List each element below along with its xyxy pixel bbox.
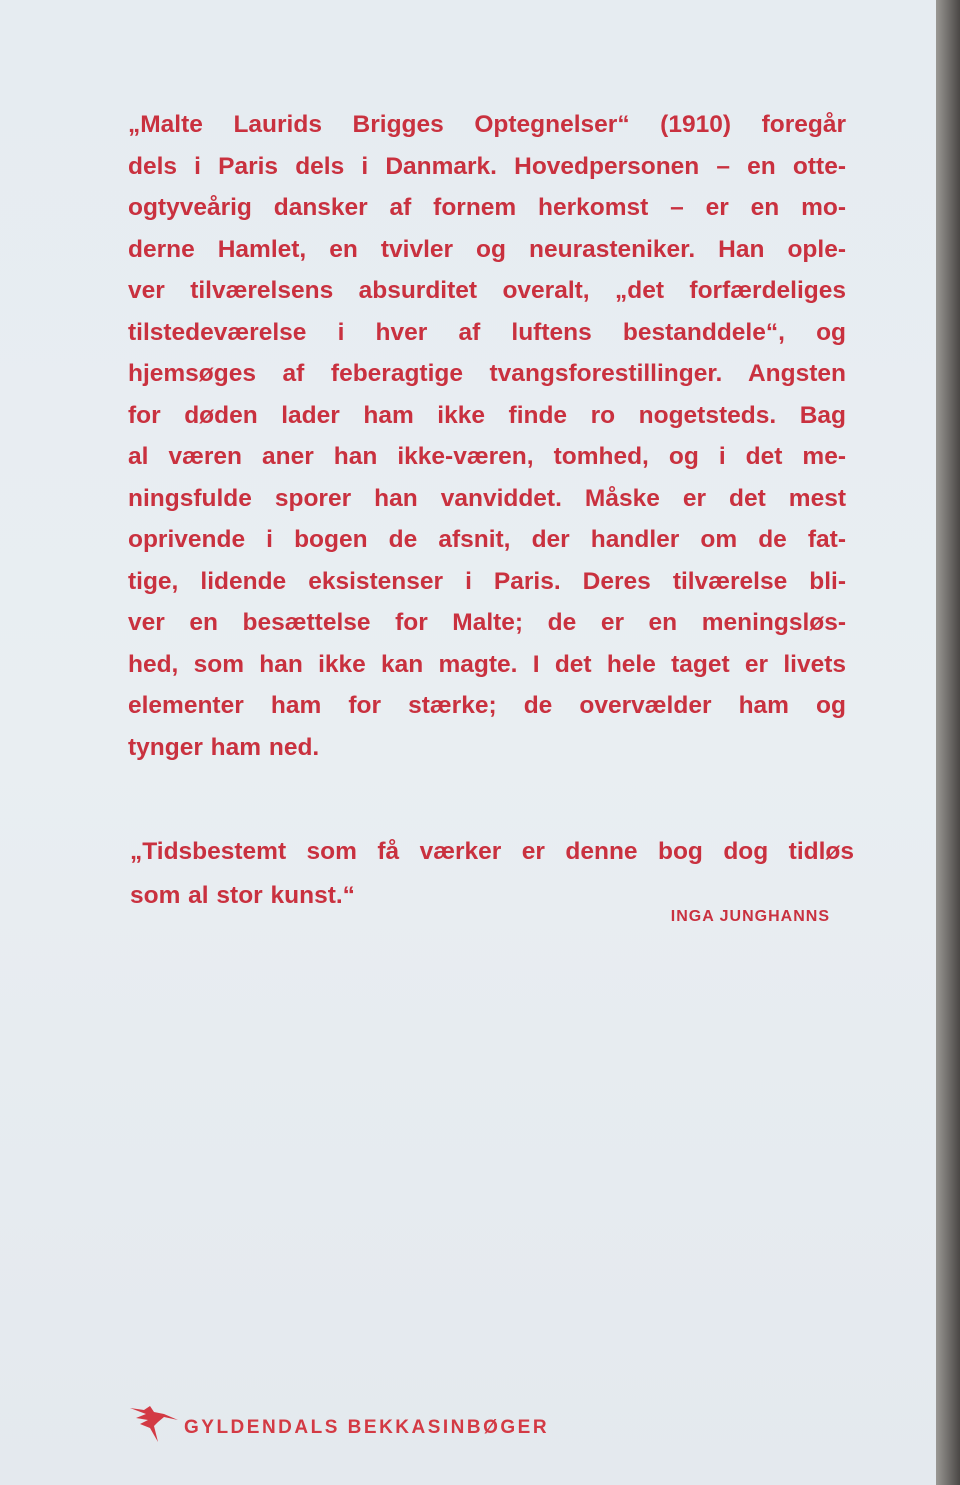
quote-attribution: INGA JUNGHANNS (670, 908, 830, 925)
blurb-text (128, 104, 846, 768)
blurb-line: ningsfulde sporer han vanviddet. Måske er det mest (128, 484, 846, 512)
blurb-line: al væren aner han ikke-væren, tomhed, og i det me- (128, 443, 846, 470)
blurb-line: ver tilværelsens absurditet overalt, „det forfærdeliges (128, 277, 846, 304)
blurb-line: for døden lader ham ikke finde ro nogetsteds. Bag (128, 401, 846, 429)
blurb-line: ogtyveårig dansker af fornem herkomst – er en mo- (128, 194, 846, 221)
blurb-line: hed, som han ikke kan magte. I det hele taget er livets (128, 650, 846, 678)
blurb-line: tige, lidende eksistenser i Paris. Deres tilværelse bli- (128, 567, 846, 595)
blurb-line: „Malte Laurids Brigges Optegnelser“ (1910) foregår (128, 111, 846, 138)
blurb-line: ver en besættelse for Malte; de er en meningsløs- (128, 609, 846, 636)
quote-line: som al stor kunst.“ (130, 882, 355, 909)
publisher-logo (128, 1402, 549, 1446)
blurb-line: dels i Paris dels i Danmark. Hovedpersonen – en otte- (128, 152, 846, 180)
quote-line: „Tidsbestemt som få værker er denne bog dog tidløs (130, 838, 854, 865)
blurb-line: oprivende i bogen de afsnit, der handler om de fat- (128, 526, 846, 553)
publisher-name: GYLDENDALS BEKKASINBØGER (184, 1417, 550, 1438)
snipe-bird-icon (128, 1402, 180, 1446)
blurb-line: tilstedeværelse i hver af luftens bestanddele“, og (128, 318, 846, 346)
blurb-line: tynger ham ned. (128, 733, 320, 761)
book-spine-edge (936, 0, 960, 1485)
blurb-line: derne Hamlet, en tvivler og neurasteniker. Han ople- (128, 235, 846, 263)
review-quote (130, 830, 854, 918)
blurb-line: elementer ham for stærke; de overvælder ham og (128, 692, 846, 719)
blurb-line: hjemsøges af feberagtige tvangsforestillinger. Angsten (128, 360, 846, 387)
